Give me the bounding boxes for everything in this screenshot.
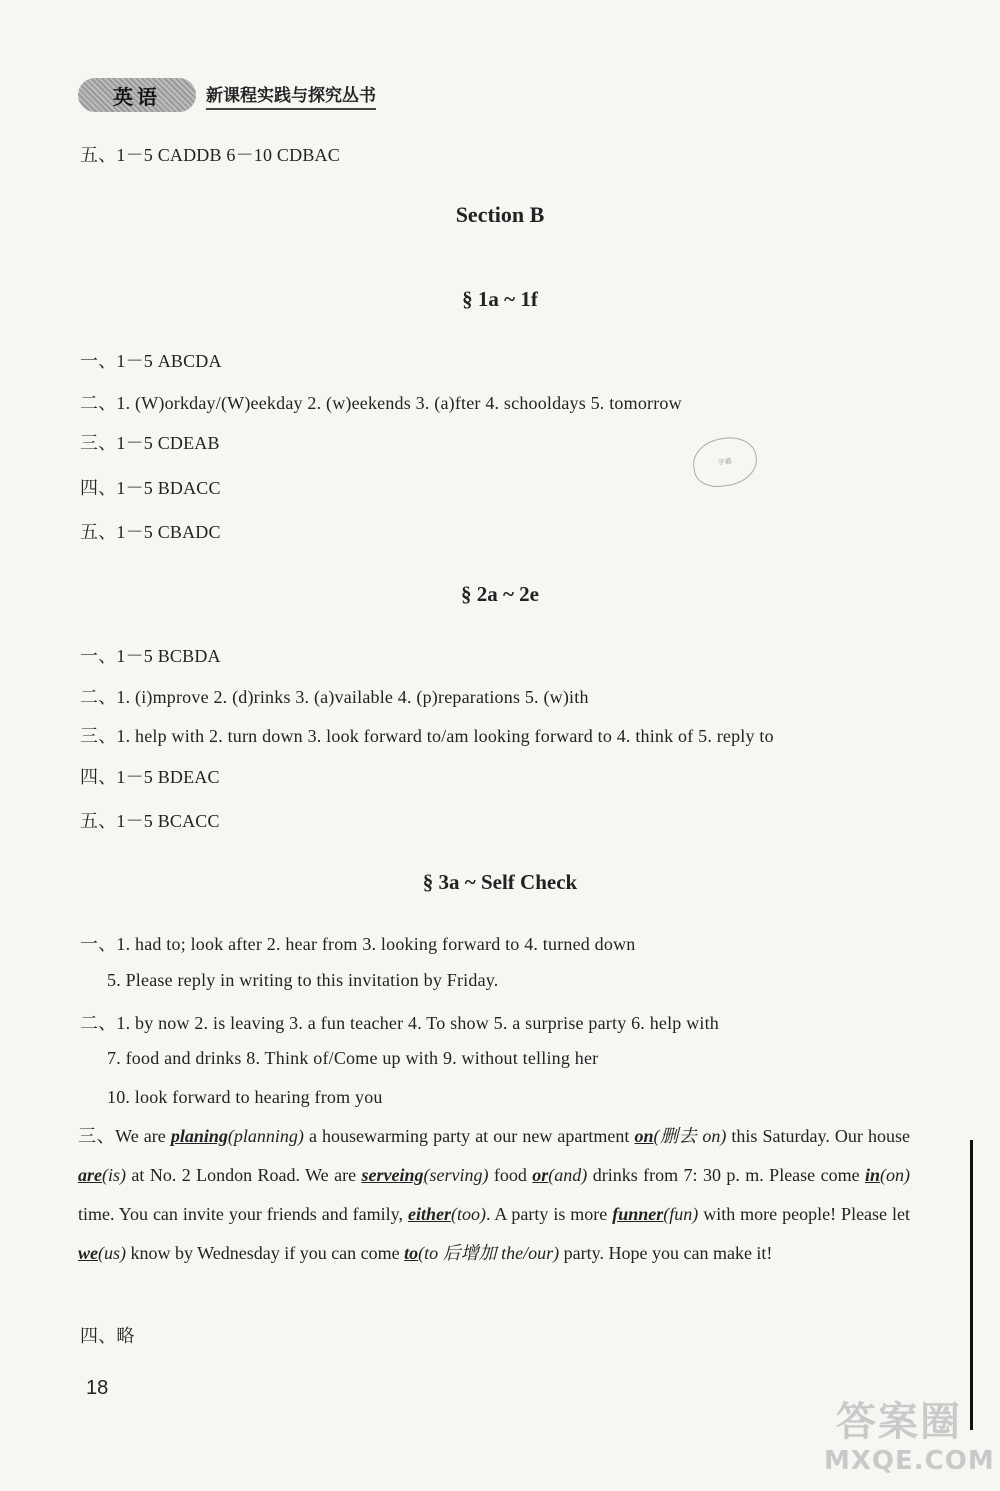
error-word: either xyxy=(407,1204,451,1224)
watermark-cn: 答案圈 xyxy=(836,1399,962,1445)
answer-line: 二、1. (i)mprove 2. (d)rinks 3. (a)vailable 4. (p)reparations 5. (w)ith xyxy=(80,687,589,707)
answer-line: 二、1. by now 2. is leaving 3. a fun teacher 4. To show 5. a surprise party 6. help with xyxy=(80,1013,719,1033)
paragraph-text: a housewarming party at our new apartment xyxy=(303,1126,635,1146)
section-title: Section B xyxy=(455,202,545,227)
answer-line: 五、1－5 CBADC xyxy=(80,522,221,542)
correction: (on) xyxy=(879,1165,910,1185)
answer-line: 三、1－5 CDEAB xyxy=(80,433,220,453)
answer-line: 一、1－5 ABCDA xyxy=(80,351,222,371)
answer-line: 三、1. help with 2. turn down 3. look forward to/am looking forward to 4. think of 5. reply to xyxy=(80,726,774,746)
paragraph-text: food xyxy=(488,1165,533,1185)
paragraph-text: with more people! Please let xyxy=(698,1204,910,1224)
watermark-en: MXQE.COM xyxy=(824,1446,995,1476)
correction: (too) xyxy=(450,1204,486,1224)
paragraph-text: this Saturday. Our house xyxy=(726,1126,911,1146)
margin-rule xyxy=(970,1140,973,1430)
error-word: on xyxy=(634,1126,654,1146)
correction: (planning) xyxy=(227,1126,304,1146)
paragraph-text: . A party is more xyxy=(485,1204,613,1224)
paragraph-text: time. You can invite your friends and family, xyxy=(78,1204,408,1224)
section-1-heading: § 1a ~ 1f xyxy=(462,287,538,311)
series-title: 新课程实践与探究丛书 xyxy=(206,81,376,110)
correction: (serving) xyxy=(423,1165,489,1185)
answer-line: 四、略 xyxy=(80,1326,135,1346)
error-word: or xyxy=(532,1165,549,1185)
paragraph-text: drinks from 7: 30 p. m. Please come xyxy=(587,1165,865,1185)
correction: (and) xyxy=(548,1165,588,1185)
answer-line: 7. food and drinks 8. Think of/Come up with 9. without telling her xyxy=(107,1048,599,1068)
page-number: 18 xyxy=(86,1377,109,1399)
paragraph-text: party. Hope you can make it! xyxy=(559,1243,773,1263)
answer-line: 五、1－5 BCACC xyxy=(80,811,220,831)
watermark-logo xyxy=(824,1398,995,1488)
error-word: funner xyxy=(612,1204,664,1224)
section-2-heading: § 2a ~ 2e xyxy=(461,582,539,606)
error-word: we xyxy=(78,1243,98,1263)
answer-line: 一、1. had to; look after 2. hear from 3. looking forward to 4. turned down xyxy=(80,934,636,954)
error-word: planing xyxy=(170,1126,228,1146)
correction: (to 后增加 the/our) xyxy=(418,1243,560,1263)
answer-line: 10. look forward to hearing from you xyxy=(107,1087,383,1107)
paragraph-text: 三、We are xyxy=(78,1126,171,1146)
correction: (is) xyxy=(102,1165,126,1185)
error-word: are xyxy=(78,1165,102,1185)
page-header xyxy=(78,78,376,112)
correction: (us) xyxy=(98,1243,126,1263)
error-word: in xyxy=(864,1165,880,1185)
answer-line: 二、1. (W)orkday/(W)eekday 2. (w)eekends 3. (a)fter 4. schooldays 5. tomorrow xyxy=(80,393,682,413)
answer-line: 四、1－5 BDACC xyxy=(80,478,221,498)
correction: (删去 on) xyxy=(653,1126,727,1146)
correction: (fun) xyxy=(663,1204,699,1224)
error-word: to xyxy=(404,1243,419,1263)
paragraph-text: know by Wednesday if you can come xyxy=(126,1243,405,1263)
error-word: serveing xyxy=(361,1165,424,1185)
stamp-mark: 学霸 xyxy=(690,434,760,490)
top-answer-line: 五、1－5 CADDB 6－10 CDBAC xyxy=(80,145,340,165)
section-3-heading: § 3a ~ Self Check xyxy=(422,870,578,894)
correction-paragraph xyxy=(78,1117,910,1273)
subject-tab: 英语 xyxy=(78,78,196,112)
answer-line: 5. Please reply in writing to this invitation by Friday. xyxy=(107,970,499,990)
answer-line: 一、1－5 BCBDA xyxy=(80,646,221,666)
answer-line: 四、1－5 BDEAC xyxy=(80,767,220,787)
paragraph-text: at No. 2 London Road. We are xyxy=(126,1165,362,1185)
